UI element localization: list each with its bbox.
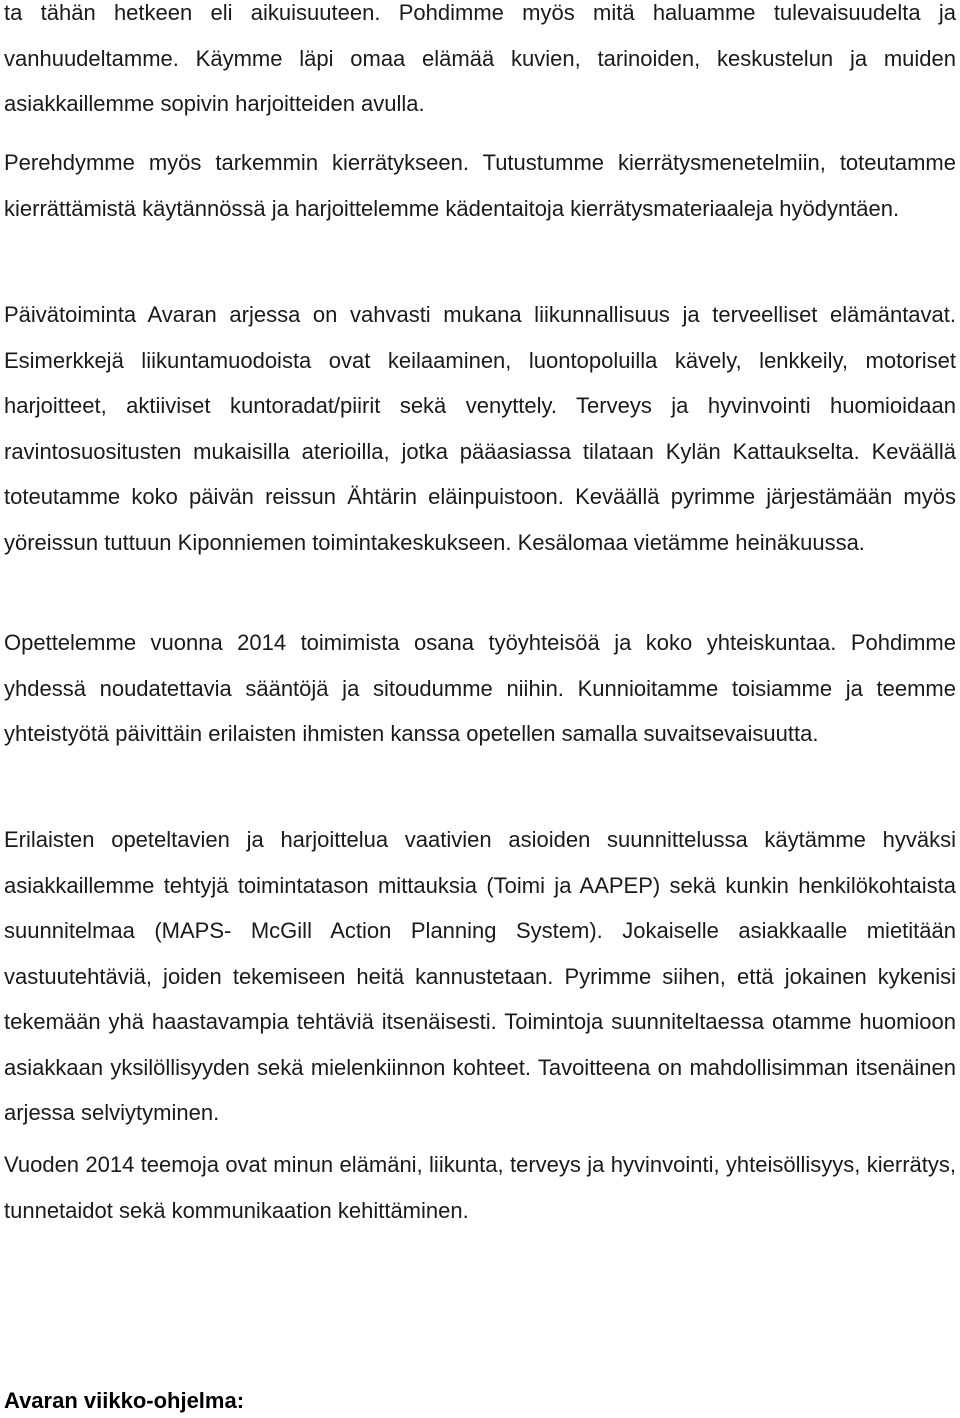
paragraph-life-story: ta tähän hetkeen eli aikuisuuteen. Pohdimme myös mitä haluamme tulevaisuudelta ja vanhuudeltamme. Käymme läpi omaa elämää kuvien, tarinoiden, keskustelun ja muiden asiakkaillemme sopivin harjoitteiden avulla. bbox=[4, 0, 956, 116]
paragraph-themes: Vuoden 2014 teemoja ovat minun elämäni, liikunta, terveys ja hyvinvointi, yhteisöllisyys, kierrätys, tunnetaidot sekä kommunikaation kehittäminen. bbox=[4, 1152, 956, 1223]
section-heading: Avaran viikko-ohjelma: bbox=[4, 1388, 245, 1413]
paragraph-planning: Erilaisten opeteltavien ja harjoittelua vaativien asioiden suunnittelussa käytämme hyväksi asiakkaillemme tehtyjä toimintatason mittauksia (Toimi ja AAPEP) sekä kunkin henkilökohtaista suunnitelmaa (MAPS- McGill Action Planning System). Jokaiselle asiakkaalle mietitään vastuutehtäviä, joiden tekemiseen heitä kannustetaan. Pyrimme siihen, että jokainen kykenisi tekemään yhä haastavampia tehtäviä itsenäisesti. Toimintoja suunniteltaessa otamme huomioon asiakkaan yksilöllisyyden sekä mielenkiinnon kohteet. Tavoitteena on mahdollisimman itsenäinen arjessa selviytyminen. bbox=[4, 827, 956, 1125]
paragraph-recycling: Perehdymme myös tarkemmin kierrätykseen. Tutustumme kierrätysmenetelmiin, toteutamme kierrättämistä käytännössä ja harjoittelemme kädentaitoja kierrätysmateriaaleja hyödyntäen. bbox=[4, 150, 956, 221]
paragraph-community: Opettelemme vuonna 2014 toimimista osana työyhteisöä ja koko yhteiskuntaa. Pohdimme yhdessä noudatettavia sääntöjä ja sitoudumme niihin. Kunnioitamme toisiamme ja teemme yhteistyötä päivittäin erilaisten ihmisten kanssa opetellen samalla suvaitsevaisuutta. bbox=[4, 630, 956, 746]
paragraph-exercise-health: Päivätoiminta Avaran arjessa on vahvasti mukana liikunnallisuus ja terveelliset elämäntavat. Esimerkkejä liikuntamuodoista ovat keilaaminen, luontopoluilla kävely, lenkkeily, motoriset harjoitteet, aktiiviset kuntoradat/piirit sekä venyttely. Terveys ja hyvinvointi huomioidaan ravintosuositusten mukaisilla aterioilla, jotka pääasiassa tilataan Kylän Kattaukselta. Keväällä toteutamme koko päivän reissun Ähtärin eläinpuistoon. Keväällä pyrimme järjestämään myös yöreissun tuttuun Kiponniemen toimintakeskukseen. Kesälomaa vietämme heinäkuussa. bbox=[4, 302, 956, 555]
